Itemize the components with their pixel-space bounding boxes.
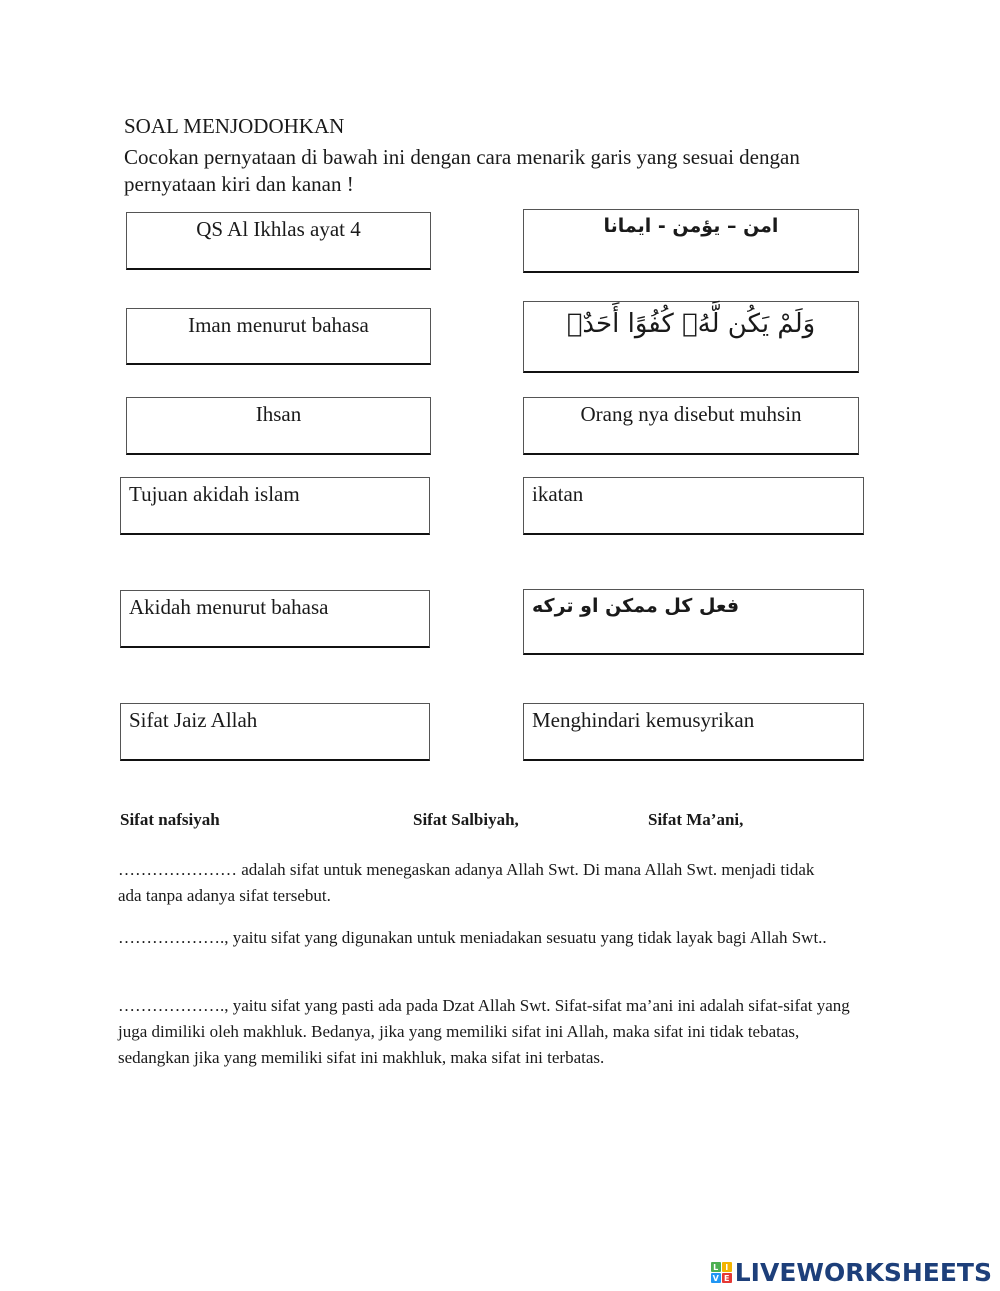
worksheet-title: SOAL MENJODOHKAN [124,114,345,138]
match-right-2[interactable] [523,301,859,373]
match-right-1-label: امن – يؤمن - ايمانا [603,215,779,237]
match-right-6[interactable] [523,703,864,761]
match-left-6-label: Sifat Jaiz Allah [129,708,258,732]
logo-letter-e: E [722,1273,732,1283]
match-left-3-label: Ihsan [255,402,302,426]
match-right-5-label: فعل كل ممكن او تركه [532,595,740,617]
match-left-4[interactable] [120,477,430,535]
fill-in-paragraph-1: ………………… adalah sifat untuk menegaskan adanya Allah Swt. Di mana Allah Swt. menjadi tidak ada tanpa adanya sifat tersebut. [118,860,815,905]
match-left-5-label: Akidah menurut bahasa [129,595,329,619]
logo-letter-v: V [712,1273,719,1283]
match-right-4-label: ikatan [532,482,584,506]
match-left-5[interactable] [120,590,430,648]
match-right-3[interactable] [523,397,859,455]
choice-salbiyah: Sifat Salbiyah, [413,810,519,829]
match-left-1[interactable] [126,212,431,270]
choice-nafsiyah: Sifat nafsiyah [120,810,220,829]
choice-maani: Sifat Ma’ani, [648,810,744,829]
match-right-1[interactable] [523,209,859,273]
instruction-text: Cocokan pernyataan di bawah ini dengan cara menarik garis yang sesuai dengan pernyataan kiri dan kanan ! [124,145,800,196]
fill-in-paragraph-3: ………………., yaitu sifat yang pasti ada pada Dzat Allah Swt. Sifat-sifat ma’ani ini adalah sifat-sifat yang juga dimiliki oleh makhluk. Bedanya, jika yang memiliki sifat ini Allah, maka sifat ini tidak tebatas, sedangkan jika yang memiliki sifat ini makhluk, maka sifat ini terbatas. [118,996,850,1067]
match-left-6[interactable] [120,703,430,761]
match-left-3[interactable] [126,397,431,455]
match-right-5[interactable] [523,589,864,655]
match-right-2-label: وَلَمْ يَكُن لَّهُۥ كُفُوًا أَحَدٌۢ [566,309,816,339]
match-left-1-label: QS Al Ikhlas ayat 4 [196,217,361,241]
match-left-2[interactable] [126,308,431,365]
match-right-3-label: Orang nya disebut muhsin [580,402,802,426]
match-right-4[interactable] [523,477,864,535]
logo-letter-i: I [722,1262,732,1272]
match-right-6-label: Menghindari kemusyrikan [532,708,755,732]
logo-letter-l: L [711,1262,721,1272]
brand-name: LIVEWORKSHEETS [734,1258,992,1287]
live-blocks-icon [711,1262,732,1283]
fill-in-paragraph-2: ………………., yaitu sifat yang digunakan untuk meniadakan sesuatu yang tidak layak bagi Allah Swt.. [118,928,827,947]
liveworksheets-logo [711,1258,992,1287]
match-left-2-label: Iman menurut bahasa [188,313,369,337]
match-left-4-label: Tujuan akidah islam [129,482,300,506]
